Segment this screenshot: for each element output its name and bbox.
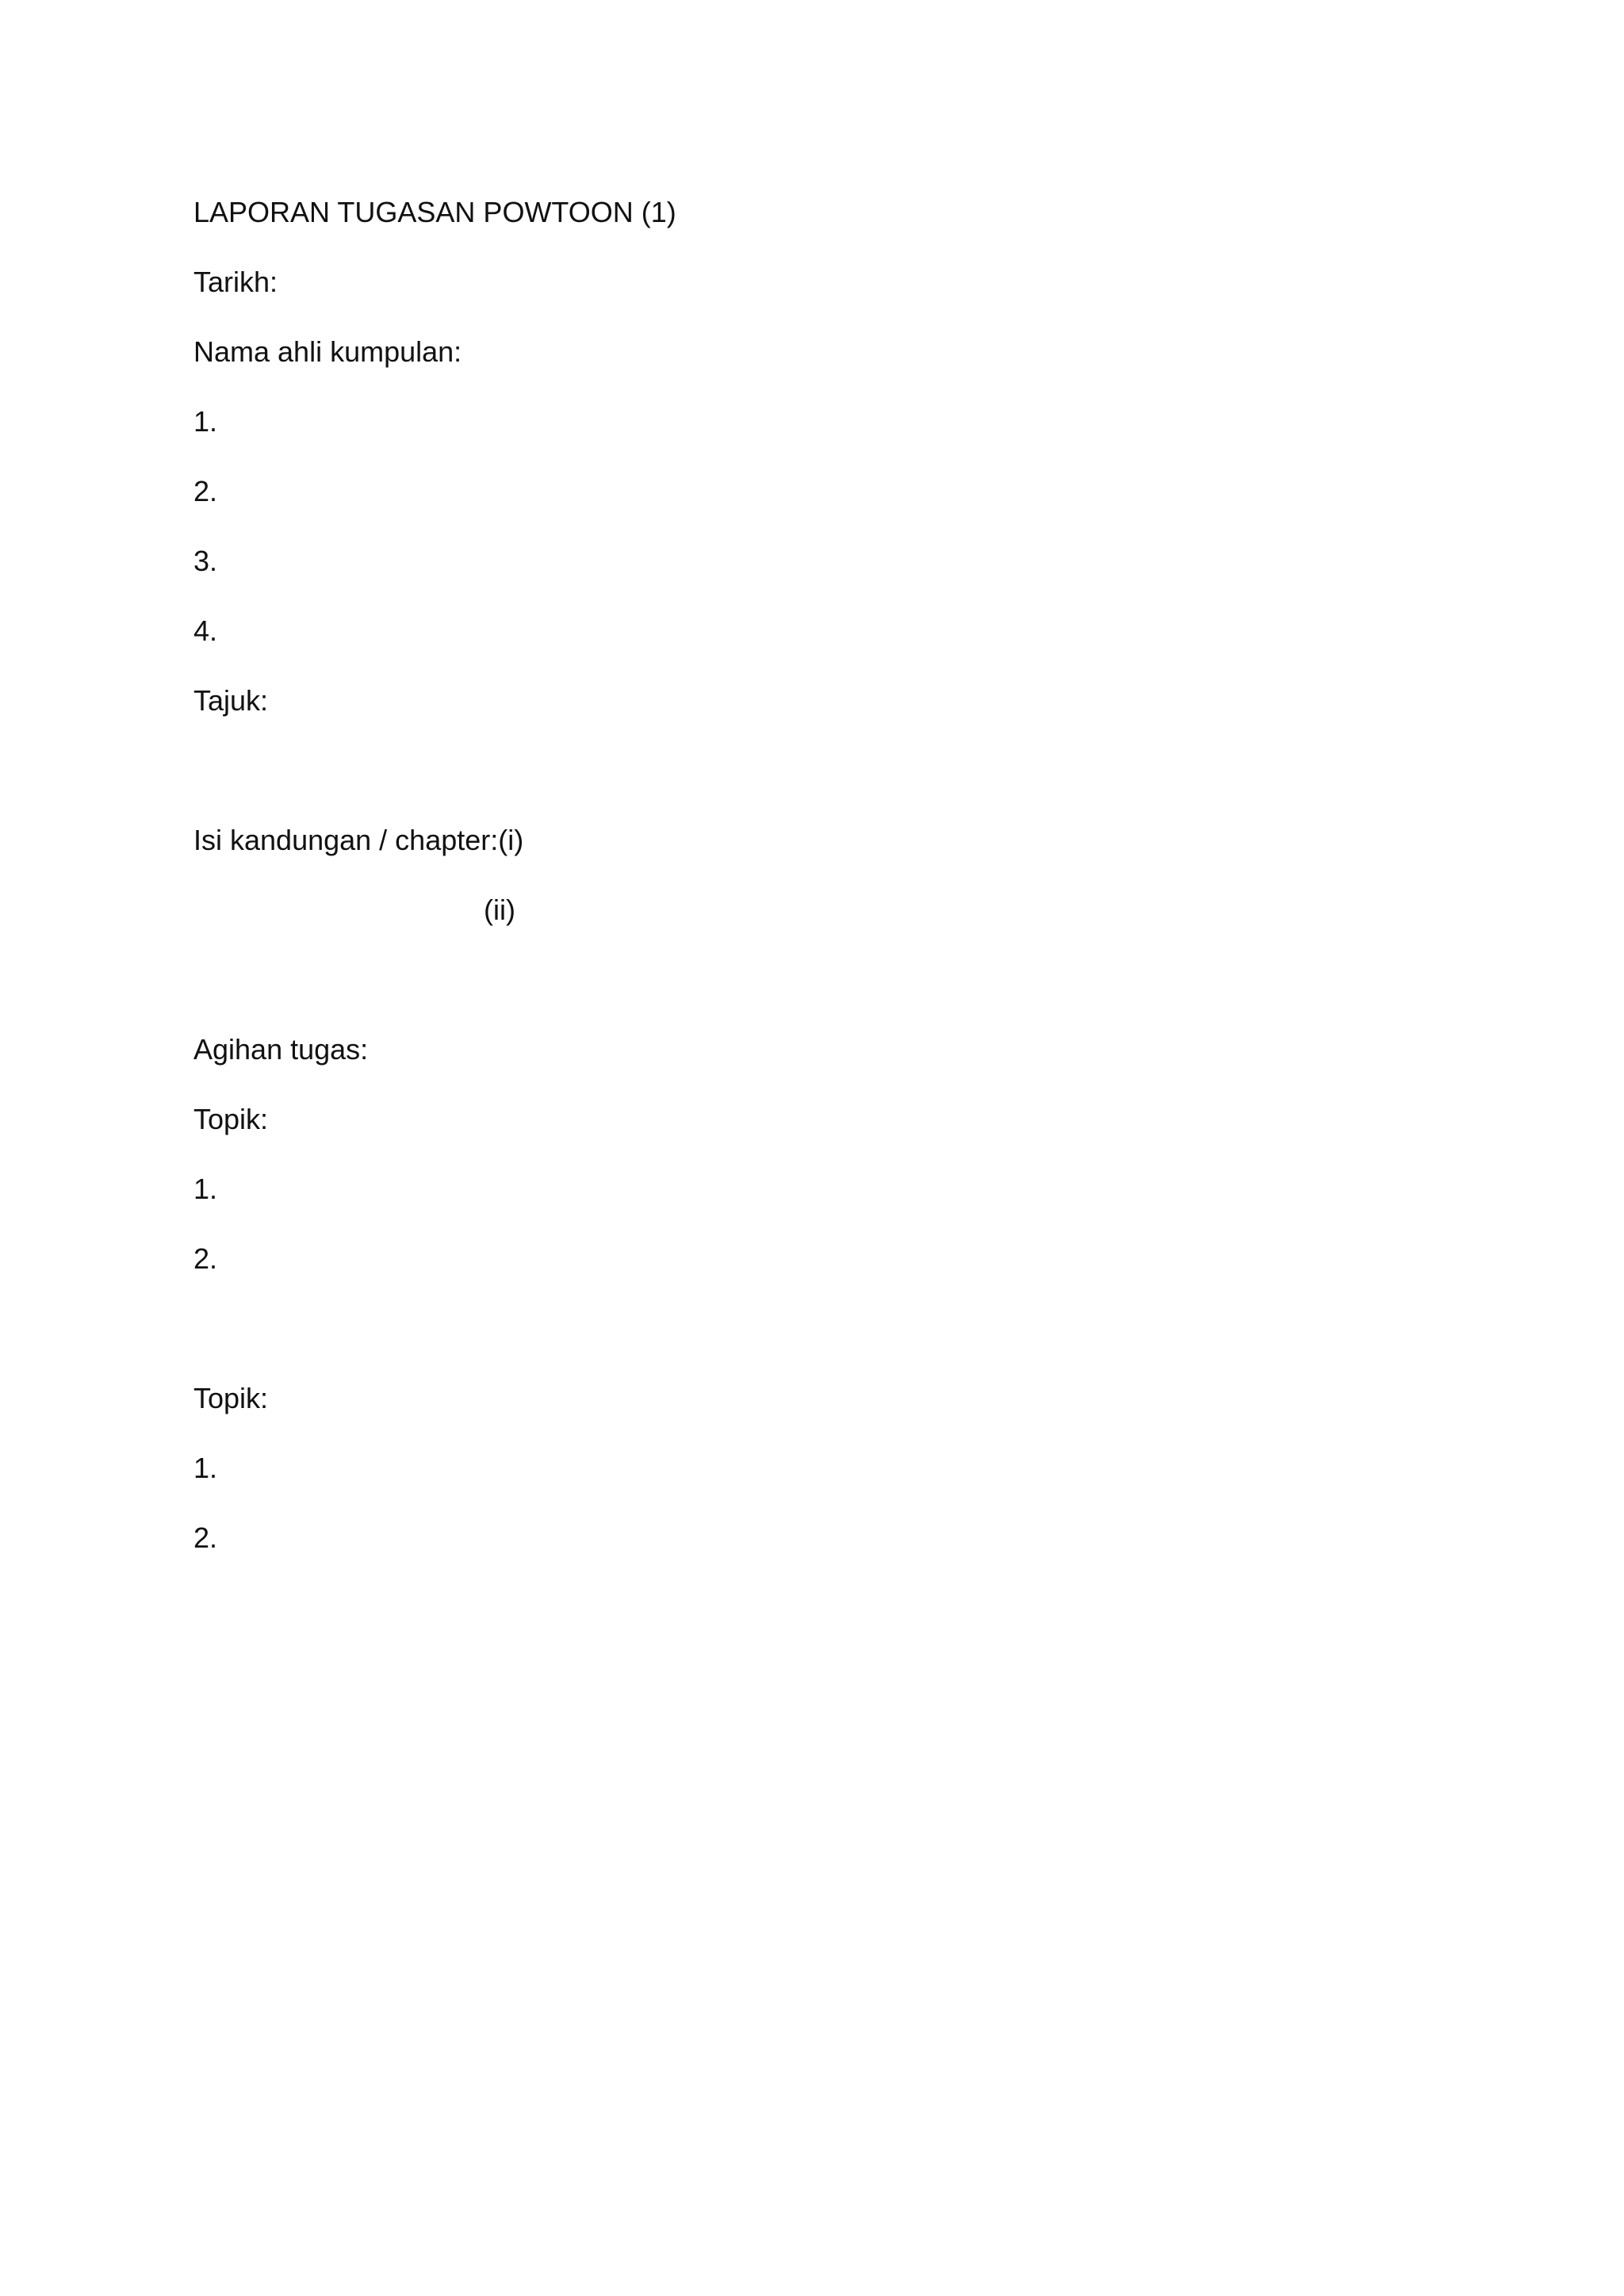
- topic-2-item-2: 2.: [193, 1521, 218, 1554]
- member-item-1: 1.: [193, 405, 218, 438]
- contents-label: Isi kandungan / chapter:(i): [193, 824, 524, 856]
- date-label: Tarikh:: [193, 266, 278, 298]
- topic-1-item-1: 1.: [193, 1173, 218, 1205]
- task-distribution-label: Agihan tugas:: [193, 1033, 369, 1066]
- member-item-3: 3.: [193, 545, 218, 577]
- member-item-4: 4.: [193, 614, 218, 647]
- members-label: Nama ahli kumpulan:: [193, 335, 462, 368]
- topic-1-item-2: 2.: [193, 1242, 218, 1275]
- topic-title-label: Tajuk:: [193, 684, 269, 717]
- topic-2-item-1: 1.: [193, 1452, 218, 1484]
- contents-item-ii: (ii): [484, 894, 515, 926]
- topic-label-2: Topik:: [193, 1382, 269, 1414]
- member-item-2: 2.: [193, 475, 218, 507]
- document-title: LAPORAN TUGASAN POWTOON (1): [193, 196, 676, 228]
- topic-label-1: Topik:: [193, 1103, 269, 1135]
